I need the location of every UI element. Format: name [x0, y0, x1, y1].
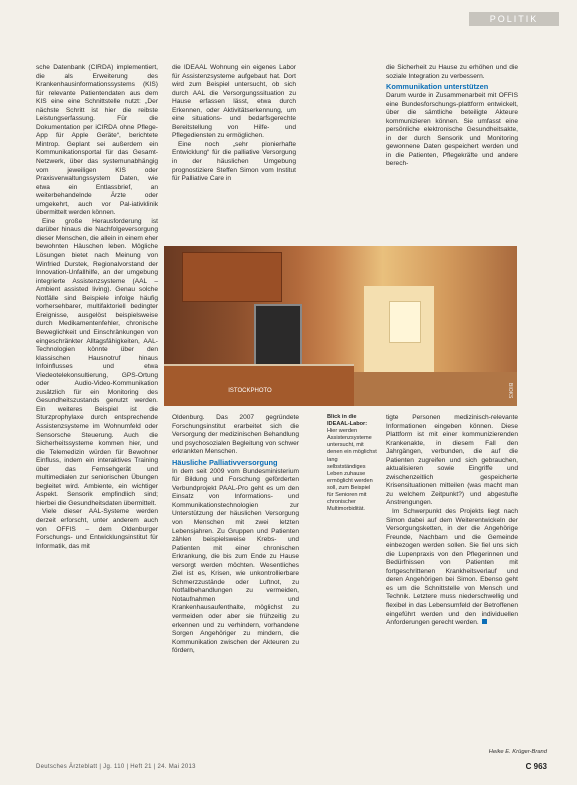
paragraph: Eine große Herausforderung ist darüber hinaus die Nachfolgeversorgung dieser Menschen, die allein in einem eher bewohnten Häuschen leben. Mögliche Lösungen bietet nach Meinung von Winfried Durstek, Regionalvorstand der Innovation-Unfallhilfe, an der umgebung integrierte Assistenzsysteme (AAL – Ambient assisted living). Genau solche Notfälle sind Beispiele infolge häufig vorhersehbarer, multifaktoriell bedingter Ereignisse, ausgelöst beispielsweise durch Medikamentenfehler, chronische Beweglichkeit und Einschränkungen von eingeschränkter Alltagsfähigkeiten, AAL-Technologien könnte über den klassischen Hausnotruf hinaus Infoinflusses und etwa Viedeotelekonsultierung, GPS-Ortung oder Audio-Video-Kommunikation zusätzlich für ein Monitoring des Gesundheitszustands genutzt werden. Ein weiteres Beispiel ist die Sturzprophylaxe durch entsprechende Assistenzsysteme im Wohnumfeld oder Sensorsche Steuerung. Auch die Sicherheitssysteme kommen hier, und die Telemedizin würden für Bewohner Einfluss, indem ein interaktives Training über das Fernsehgerät und multimedialen zur seniorischen Übungen begleitet wird. Ambiente, ein wichtiger Aspekt. Sensorik empfindlich sind; hierbei die Gesundheitsdaten übermittelt. — [36, 217, 158, 507]
text-column-3-bottom — [386, 414, 518, 754]
photo-caption — [327, 414, 377, 513]
paragraph: Eine noch „sehr pionierhafte Entwicklung“ für die palliative Versorgung in der häuslichen Umgebung prognostiziere Steffen Simon vom Institut für Palliative Care in — [172, 140, 296, 183]
paragraph: tigte Personen medizinisch-relevante Informationen eingeben können. Diese Plattform ist mit einer kommunizierenden Krankenakte, in diesem Fall den Jahrgängen, verbunden, die auf die Patienten zugreifen und sich gebrauchen, aktualisieren sowie Eingriffe und zwischenzeitlich gespeicherte Krisensituationen mitteilen (was macht man zu welchem Zeitpunkt?) und abgestufte Anstrengungen. — [386, 414, 518, 507]
section-tab: POLITIK — [469, 12, 559, 26]
paragraph: die Sicherheit zu Hause zu erhöhen und die soziale Integration zu verbessern. — [386, 64, 518, 80]
subheading-kommunikation: Kommunikation unterstützen — [386, 82, 489, 92]
floor-shape — [354, 372, 517, 406]
author-signature: Heike E. Krüger-Brand — [488, 749, 547, 755]
kitchen-photo — [164, 246, 517, 406]
paragraph: Oldenburg. Das 2007 gegründete Forschungsinstitut erarbeitet sich die Versorgung der medizinischen Behandlung und psychosozialen Begleitung von schwer erkrankten Menschen. — [172, 414, 299, 456]
paragraph: In dem seit 2009 vom Bundesministerium für Bildung und Forschung geförderten Verbundprojekt PAAL-Pro geht es um den Einsatz von Informations- und Kommunikationstechnologien zur Unterstützung der häuslichen Versorgung von Menschen mit zwei letzten Lebensjahren. Zu Gruppen und Patienten zählen beispielsweise Krebs- und Patienten mit einer chronischen Erkrankung, die bis zum Ende zu Hause versorgt werden möchten. Wesentliches Ziel ist es, Krisen, wie unkontrollierbare Schmerzzustände oder Luftnot, zu Notfallbehandlungen zu vermeiden, Notaufnahmen und Krankenhausaufenthalte, möglichst zu vermeiden oder aber sie frühzeitig zu erkennen und zu verhindern, vorhandene Sorgen Angehöriger zu mindern, die Kommunikation zwischen der Akteuren zu fördern, — [172, 467, 299, 655]
caption-lead: Blick in die IDEAAL-Labor: — [327, 414, 368, 428]
text-column-2-bottom — [172, 414, 299, 754]
text-column-3-top — [386, 64, 518, 242]
text-column-1 — [36, 64, 158, 750]
text-column-2-top — [172, 64, 296, 242]
paragraph: die IDEAAL Wohnung ein eigenes Labor für Assistenzsysteme aufgebaut hat. Dort wird zum Beispiel untersucht, ob sich durch AAL die Versorgungssituation zu Hause erfassen lässt, etwa durch Erkennen, oder Aktivitätserkennung, um eine situations- und bedarfsgerechte Bereitstellung von Hilfe- und Pflegediensten zu ermöglichen. — [172, 64, 296, 140]
paragraph: sche Datenbank (CIRDA) implementiert, die als Erweiterung des Krankenhausinformationssystems (KIS) für relevante Patientendaten aus dem KIS eine eine Schnittstelle nutzt: „Der nächste Schritt ist hier die reibste Leistungserfassung. Für die Dokumentation per iCIRDA ohne Pflege-App für Apple Geräte“, berichtete Mintrop. Geplant sei außerdem ein Kommunikationsportal für das Gesamt-Netzwerk, über das systemunabhängig vom jeweiligen KIS oder Praxisverwaltungssystem Daten, wie etwa ein Entlassbrief, an weiterbehandelnde Ärzte oder umgekehrt, auch vor Pal-iativklinik übermittelt werden können. — [36, 64, 158, 217]
window-shape — [389, 301, 421, 343]
end-mark-icon — [482, 619, 487, 624]
subheading-palliativ: Häusliche Palliativversorgung — [172, 457, 278, 467]
counter-shape — [164, 364, 354, 406]
paragraph-text: Im Schwerpunkt des Projekts liegt nach Simon dabei auf dem Weiterentwickeln der Versorgungsketten, in der die Angehörige Freunde, Nachbarn und die Gemeinde einbezogen werden sollen. Sie fiel uns sich die Lupenpraxis von den Pflegerinnen und Bedürfnissen von Patienten mit fortgeschrittenen Krankheitsverlauf und deren Angehörigen bei Simon. Ebenso geht es um die Schnittstelle von Mensch und Technik. Letztere muss niederschwellig und flexibel in das Lebensumfeld der Betroffenen eingeführt werden und den individuellen Anforderungen gerecht werden. — [386, 508, 518, 627]
oven-shape — [254, 304, 302, 366]
cabinet-shape — [182, 252, 282, 302]
paragraph — [386, 508, 518, 628]
page-number: C 963 — [525, 762, 547, 771]
photo-credit: BIOKS — [507, 382, 513, 398]
photo-watermark-strip: ISTOCKPHOTO — [228, 388, 272, 394]
paragraph: Darum wurde in Zusammenarbeit mit OFFIS eine Bundesforschungs-plattform entwickelt, über die sämtliche beteiligte Akteure kommunizieren können. Sie umfasst eine persönliche elektronische Gesundheitsakte, in der durch Sensorik und Monitoring gewonnene Daten gespeichert werden und in die Patienten, Pflegekräfte und andere berech- — [386, 92, 518, 168]
paragraph: Viele dieser AAL-Systeme werden derzeit erforscht, unter anderem auch von OFFIS – dem Oldenburger Forschungs- und Entwicklungsinstitut für Informatik, das mit — [36, 508, 158, 550]
caption-text: Hier werden Assistenzsysteme untersucht, mit denen ein möglichst lang selbstständiges Leben zuhause ermöglicht werden soll, zum Beispiel für Senioren mit chronischer Multimorbidität. — [327, 428, 377, 513]
footer-citation: Deutsches Ärzteblatt | Jg. 110 | Heft 21 | 24. Mai 2013 — [36, 764, 196, 770]
